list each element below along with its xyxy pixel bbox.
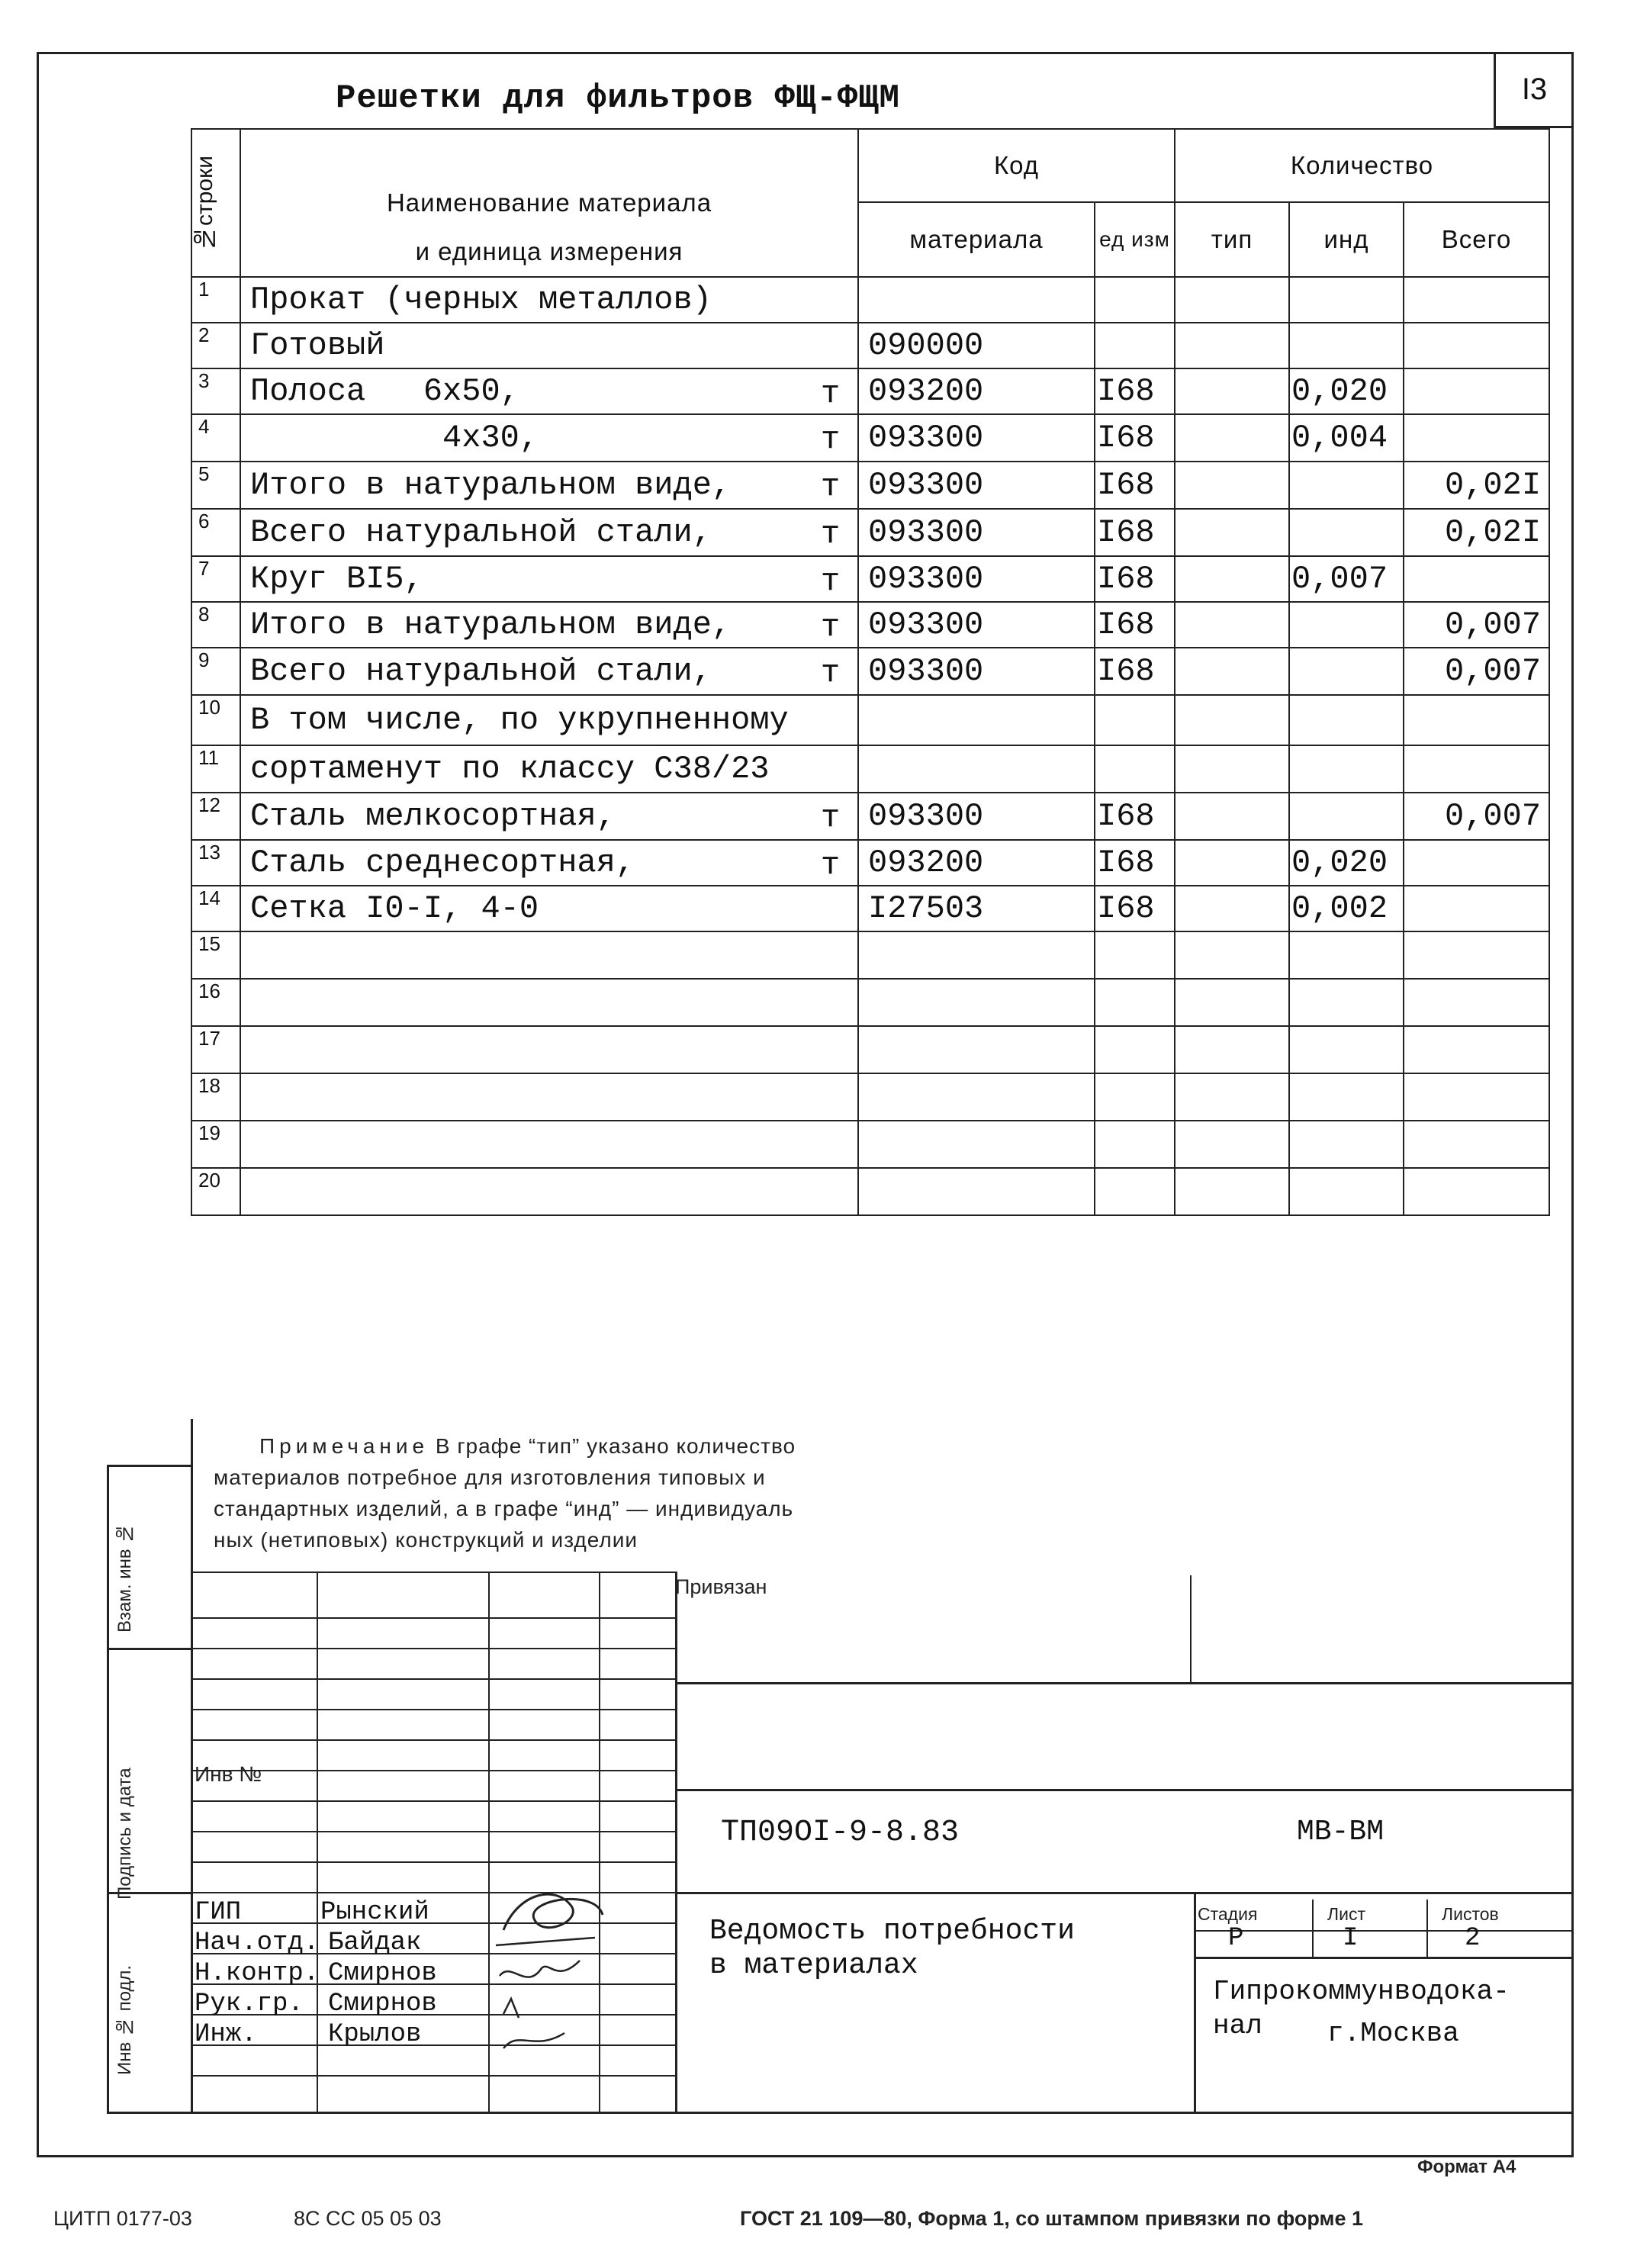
row-number: 7 bbox=[191, 556, 240, 602]
stamp-h-1 bbox=[675, 1682, 1574, 1684]
stage-value: Р bbox=[1228, 1924, 1244, 1953]
header-material: материала bbox=[858, 202, 1095, 277]
table-row bbox=[191, 414, 1549, 462]
material-code bbox=[858, 979, 1095, 1026]
unit-code: I68 bbox=[1095, 886, 1175, 931]
signer-name: Байдак bbox=[328, 1929, 422, 1958]
row-number: 3 bbox=[191, 368, 240, 414]
material-code bbox=[858, 745, 1095, 793]
row-number: 5 bbox=[191, 462, 240, 509]
unit-code bbox=[1095, 931, 1175, 979]
material-name bbox=[240, 556, 858, 602]
unit-code bbox=[1095, 1121, 1175, 1168]
stage-hdr-line bbox=[1194, 1930, 1574, 1932]
table-row bbox=[191, 509, 1549, 556]
header-total: Всего bbox=[1404, 202, 1549, 277]
table-row bbox=[191, 462, 1549, 509]
qty-type bbox=[1175, 414, 1289, 462]
qty-ind bbox=[1289, 509, 1404, 556]
unit-code bbox=[1095, 979, 1175, 1026]
qty-total bbox=[1404, 1073, 1549, 1121]
qty-ind bbox=[1289, 745, 1404, 793]
qty-ind: 0,020 bbox=[1289, 368, 1404, 414]
row-number: 8 bbox=[191, 602, 240, 648]
unit-letter: т bbox=[821, 563, 841, 600]
qty-type bbox=[1175, 602, 1289, 648]
unit-letter: т bbox=[821, 799, 841, 836]
attached-divider bbox=[1190, 1575, 1192, 1682]
qty-ind bbox=[1289, 323, 1404, 368]
side-label-inv-podl: Инв № подл. bbox=[114, 1964, 135, 2075]
material-name-text: сортаменут по классу С38/23 bbox=[250, 751, 770, 787]
unit-letter: т bbox=[821, 609, 841, 645]
materials-table bbox=[191, 128, 1550, 1216]
qty-total: 0,007 bbox=[1404, 648, 1549, 695]
qty-ind bbox=[1289, 793, 1404, 840]
material-name-text: В том числе, по укрупненному bbox=[250, 702, 789, 738]
row-number: 14 bbox=[191, 886, 240, 931]
stage-label: Стадия bbox=[1198, 1904, 1258, 1924]
material-name-text: Всего натуральной стали, bbox=[250, 653, 712, 690]
side-strip-left bbox=[107, 1465, 109, 2113]
qty-ind bbox=[1289, 1073, 1404, 1121]
table-row bbox=[191, 323, 1549, 368]
qty-ind bbox=[1289, 1168, 1404, 1215]
unit-letter: т bbox=[821, 421, 841, 458]
qty-total: 0,007 bbox=[1404, 602, 1549, 648]
grid-row bbox=[191, 1739, 675, 1741]
row-number: 11 bbox=[191, 745, 240, 793]
material-code: 093300 bbox=[858, 509, 1095, 556]
unit-code: I68 bbox=[1095, 368, 1175, 414]
material-code: 093200 bbox=[858, 840, 1095, 886]
table-row bbox=[191, 1026, 1549, 1073]
table-row bbox=[191, 793, 1549, 840]
material-code: 093200 bbox=[858, 368, 1095, 414]
grid-row bbox=[191, 1572, 675, 1573]
qty-total bbox=[1404, 745, 1549, 793]
signer-name: Смирнов bbox=[328, 1959, 437, 1988]
qty-ind: 0,007 bbox=[1289, 556, 1404, 602]
row-number: 20 bbox=[191, 1168, 240, 1215]
row-number: 19 bbox=[191, 1121, 240, 1168]
material-name bbox=[240, 368, 858, 414]
qty-total bbox=[1404, 368, 1549, 414]
qty-total bbox=[1404, 931, 1549, 979]
qty-type bbox=[1175, 556, 1289, 602]
material-code: 093300 bbox=[858, 602, 1095, 648]
inv-no-label: Инв № bbox=[195, 1762, 262, 1786]
row-number: 17 bbox=[191, 1026, 240, 1073]
grid-col-1 bbox=[317, 1572, 318, 2113]
signer-name: Смирнов bbox=[328, 1990, 437, 2019]
unit-code: I68 bbox=[1095, 602, 1175, 648]
unit-letter: т bbox=[821, 655, 841, 691]
sheets-value: 2 bbox=[1465, 1924, 1481, 1953]
stamp-h-2 bbox=[675, 1789, 1574, 1791]
stamp-h-3 bbox=[675, 1892, 1574, 1894]
qty-total bbox=[1404, 277, 1549, 323]
grid-row bbox=[191, 1831, 675, 1832]
material-name bbox=[240, 840, 858, 886]
document-code: ТП09ОI-9-8.83 bbox=[721, 1816, 960, 1850]
format-label: Формат А4 bbox=[1417, 2157, 1516, 2177]
material-code: 093300 bbox=[858, 793, 1095, 840]
unit-code bbox=[1095, 323, 1175, 368]
qty-type bbox=[1175, 1121, 1289, 1168]
qty-ind bbox=[1289, 979, 1404, 1026]
material-name bbox=[240, 886, 858, 931]
material-name bbox=[240, 1073, 858, 1121]
row-number: 16 bbox=[191, 979, 240, 1026]
unit-code bbox=[1095, 1168, 1175, 1215]
table-row bbox=[191, 277, 1549, 323]
table-row bbox=[191, 368, 1549, 414]
material-name bbox=[240, 979, 858, 1026]
qty-total bbox=[1404, 1168, 1549, 1215]
qty-total bbox=[1404, 695, 1549, 745]
table-row bbox=[191, 1168, 1549, 1215]
signature-marks bbox=[488, 1884, 618, 2060]
row-number: 1 bbox=[191, 277, 240, 323]
header-quantity: Количество bbox=[1175, 129, 1549, 202]
grid-col-4 bbox=[675, 1572, 677, 2113]
qty-ind: 0,020 bbox=[1289, 840, 1404, 886]
row-number: 9 bbox=[191, 648, 240, 695]
qty-total bbox=[1404, 1121, 1549, 1168]
material-name bbox=[240, 745, 858, 793]
qty-type bbox=[1175, 979, 1289, 1026]
material-name-text: Прокат (черных металлов) bbox=[250, 281, 712, 318]
note-line-1 bbox=[214, 1430, 976, 1462]
qty-type bbox=[1175, 648, 1289, 695]
material-name bbox=[240, 793, 858, 840]
qty-ind bbox=[1289, 277, 1404, 323]
note-line-4: ных (нетиповых) конструкций и изделии bbox=[214, 1528, 638, 1552]
qty-type bbox=[1175, 323, 1289, 368]
org-city: г.Москва bbox=[1327, 2018, 1459, 2049]
row-number: 4 bbox=[191, 414, 240, 462]
note-line-3: стандартных изделий, а в графе “инд” — индивидуаль bbox=[214, 1497, 794, 1520]
unit-code: I68 bbox=[1095, 556, 1175, 602]
material-name-text: Круг ВI5, bbox=[250, 561, 423, 597]
signer-name: Крылов bbox=[328, 2020, 422, 2049]
material-name-text: Сетка I0-I, 4-0 bbox=[250, 890, 539, 927]
unit-letter: т bbox=[821, 375, 841, 412]
qty-type bbox=[1175, 509, 1289, 556]
footer-gost: ГОСТ 21 109—80, Форма 1, со штампом привязки по форме 1 bbox=[740, 2207, 1364, 2230]
material-name bbox=[240, 414, 858, 462]
row-number: 18 bbox=[191, 1073, 240, 1121]
sheet-label: Лист bbox=[1327, 1904, 1365, 1924]
material-name bbox=[240, 931, 858, 979]
table-row bbox=[191, 556, 1549, 602]
material-name-text: Готовый bbox=[250, 327, 385, 364]
material-name-text: Итого в натуральном виде, bbox=[250, 606, 732, 643]
row-number: 12 bbox=[191, 793, 240, 840]
material-name bbox=[240, 462, 858, 509]
footer-code-2: 8С СС 05 05 03 bbox=[294, 2207, 442, 2230]
material-name-text: Полоса 6х50, bbox=[250, 373, 519, 410]
qty-ind bbox=[1289, 462, 1404, 509]
table-row bbox=[191, 695, 1549, 745]
grid-row bbox=[191, 1617, 675, 1619]
row-number: 13 bbox=[191, 840, 240, 886]
material-name bbox=[240, 277, 858, 323]
material-code bbox=[858, 1026, 1095, 1073]
material-code: 093300 bbox=[858, 462, 1095, 509]
table-row bbox=[191, 886, 1549, 931]
grid-row bbox=[191, 2075, 675, 2077]
header-name-label: Наименование материала и единица измерения bbox=[386, 188, 712, 265]
stage-bottom bbox=[1194, 1957, 1574, 1959]
qty-ind bbox=[1289, 931, 1404, 979]
material-code: 093300 bbox=[858, 414, 1095, 462]
unit-code: I68 bbox=[1095, 509, 1175, 556]
signer-role: Н.контр. bbox=[195, 1959, 320, 1988]
row-number: 10 bbox=[191, 695, 240, 745]
signer-role: Инж. bbox=[195, 2020, 257, 2049]
qty-ind bbox=[1289, 695, 1404, 745]
org-line-1: Гипрокоммунводока- bbox=[1213, 1976, 1510, 2007]
qty-ind bbox=[1289, 1121, 1404, 1168]
stage-col-2 bbox=[1426, 1900, 1428, 1957]
table-row bbox=[191, 1121, 1549, 1168]
qty-total bbox=[1404, 1026, 1549, 1073]
table-row bbox=[191, 979, 1549, 1026]
qty-total bbox=[1404, 979, 1549, 1026]
sheets-label: Листов bbox=[1442, 1904, 1499, 1924]
qty-total: 0,02I bbox=[1404, 509, 1549, 556]
material-code bbox=[858, 277, 1095, 323]
note-block bbox=[214, 1430, 976, 1555]
grid-row bbox=[191, 1800, 675, 1802]
unit-code: I68 bbox=[1095, 414, 1175, 462]
qty-type bbox=[1175, 793, 1289, 840]
material-code: 093300 bbox=[858, 556, 1095, 602]
stamp-bottom bbox=[107, 2112, 1574, 2114]
note-text-1: В графе “тип” указано количество bbox=[435, 1434, 796, 1458]
note-line-2: материалов потребное для изготовления типовых и bbox=[214, 1465, 766, 1489]
signer-name: Рынский bbox=[320, 1898, 429, 1927]
signer-role: ГИП bbox=[195, 1898, 242, 1927]
material-name bbox=[240, 1121, 858, 1168]
sheet-value: I bbox=[1343, 1924, 1359, 1953]
header-ind: инд bbox=[1289, 202, 1404, 277]
grid-row bbox=[191, 1709, 675, 1710]
doc-title-line-1: Ведомость потребности bbox=[709, 1915, 1075, 1948]
qty-type bbox=[1175, 886, 1289, 931]
side-label-podpis: Подпись и дата bbox=[114, 1768, 135, 1900]
header-code: Код bbox=[858, 129, 1175, 202]
material-code: 090000 bbox=[858, 323, 1095, 368]
material-name bbox=[240, 695, 858, 745]
header-unit: ед изм bbox=[1095, 202, 1175, 277]
unit-code: I68 bbox=[1095, 462, 1175, 509]
sheet-number: I3 bbox=[1494, 53, 1573, 128]
material-code bbox=[858, 1168, 1095, 1215]
qty-type bbox=[1175, 277, 1289, 323]
material-code bbox=[858, 1073, 1095, 1121]
grid-row bbox=[191, 1678, 675, 1680]
material-name bbox=[240, 323, 858, 368]
unit-code bbox=[1095, 1026, 1175, 1073]
unit-code: I68 bbox=[1095, 840, 1175, 886]
material-name-text: Сталь мелкосортная, bbox=[250, 798, 616, 835]
unit-code bbox=[1095, 277, 1175, 323]
qty-type bbox=[1175, 695, 1289, 745]
qty-total: 0,007 bbox=[1404, 793, 1549, 840]
qty-ind bbox=[1289, 602, 1404, 648]
qty-ind: 0,004 bbox=[1289, 414, 1404, 462]
stage-col-1 bbox=[1312, 1900, 1314, 1957]
qty-total bbox=[1404, 414, 1549, 462]
material-name-text: Всего натуральной стали, bbox=[250, 514, 712, 551]
material-name bbox=[240, 509, 858, 556]
side-strip-div-1 bbox=[107, 1648, 191, 1650]
unit-code: I68 bbox=[1095, 648, 1175, 695]
unit-letter: т bbox=[821, 847, 841, 883]
grid-row bbox=[191, 1648, 675, 1649]
table-row bbox=[191, 1073, 1549, 1121]
page-title: Решетки для фильтров ФЩ-ФЩМ bbox=[336, 79, 900, 117]
row-number: 2 bbox=[191, 323, 240, 368]
table-row bbox=[191, 602, 1549, 648]
material-name bbox=[240, 1026, 858, 1073]
header-row-no bbox=[191, 129, 240, 277]
qty-total bbox=[1404, 886, 1549, 931]
qty-type bbox=[1175, 1168, 1289, 1215]
qty-total: 0,02I bbox=[1404, 462, 1549, 509]
table-row bbox=[191, 840, 1549, 886]
stamp-left bbox=[191, 1419, 193, 2113]
qty-type bbox=[1175, 1026, 1289, 1073]
signer-role: Нач.отд. bbox=[195, 1929, 320, 1958]
unit-code bbox=[1095, 695, 1175, 745]
attached-label: Привязан bbox=[675, 1575, 767, 1598]
unit-code: I68 bbox=[1095, 793, 1175, 840]
qty-ind bbox=[1289, 648, 1404, 695]
note-label: Примечание bbox=[259, 1434, 429, 1458]
unit-letter: т bbox=[821, 468, 841, 505]
qty-type bbox=[1175, 745, 1289, 793]
material-code: I27503 bbox=[858, 886, 1095, 931]
material-name bbox=[240, 648, 858, 695]
material-name-text: Сталь среднесортная, bbox=[250, 844, 635, 881]
stamp-v-org bbox=[1194, 1892, 1196, 2113]
qty-type bbox=[1175, 931, 1289, 979]
material-name bbox=[240, 1168, 858, 1215]
unit-code bbox=[1095, 745, 1175, 793]
qty-total bbox=[1404, 323, 1549, 368]
doc-title-line-2: в материалах bbox=[709, 1949, 918, 1982]
table-row bbox=[191, 745, 1549, 793]
header-type: тип bbox=[1175, 202, 1289, 277]
qty-ind: 0,002 bbox=[1289, 886, 1404, 931]
table-body bbox=[191, 277, 1549, 1215]
section-code: МВ-ВМ bbox=[1297, 1816, 1385, 1848]
qty-type bbox=[1175, 368, 1289, 414]
unit-code bbox=[1095, 1073, 1175, 1121]
material-name bbox=[240, 602, 858, 648]
grid-row bbox=[191, 1861, 675, 1863]
grid-row bbox=[191, 1770, 675, 1771]
header-row-no-label: №строки bbox=[192, 155, 217, 251]
material-code bbox=[858, 931, 1095, 979]
side-label-vzam: Взам. инв № bbox=[114, 1523, 135, 1633]
unit-letter: т bbox=[821, 516, 841, 552]
material-code bbox=[858, 1121, 1095, 1168]
row-number: 15 bbox=[191, 931, 240, 979]
qty-type bbox=[1175, 840, 1289, 886]
table-row bbox=[191, 931, 1549, 979]
header-name bbox=[240, 129, 858, 277]
signer-role: Рук.гр. bbox=[195, 1990, 304, 2019]
qty-total bbox=[1404, 840, 1549, 886]
qty-ind bbox=[1289, 1026, 1404, 1073]
material-name-text: 4х30, bbox=[250, 420, 539, 456]
footer-code-1: ЦИТП 0177-03 bbox=[53, 2207, 192, 2230]
material-name-text: Итого в натуральном виде, bbox=[250, 467, 732, 503]
material-code: 093300 bbox=[858, 648, 1095, 695]
qty-total bbox=[1404, 556, 1549, 602]
material-code bbox=[858, 695, 1095, 745]
table-row bbox=[191, 648, 1549, 695]
qty-type bbox=[1175, 462, 1289, 509]
org-line-2: нал bbox=[1213, 2010, 1262, 2041]
qty-type bbox=[1175, 1073, 1289, 1121]
row-number: 6 bbox=[191, 509, 240, 556]
